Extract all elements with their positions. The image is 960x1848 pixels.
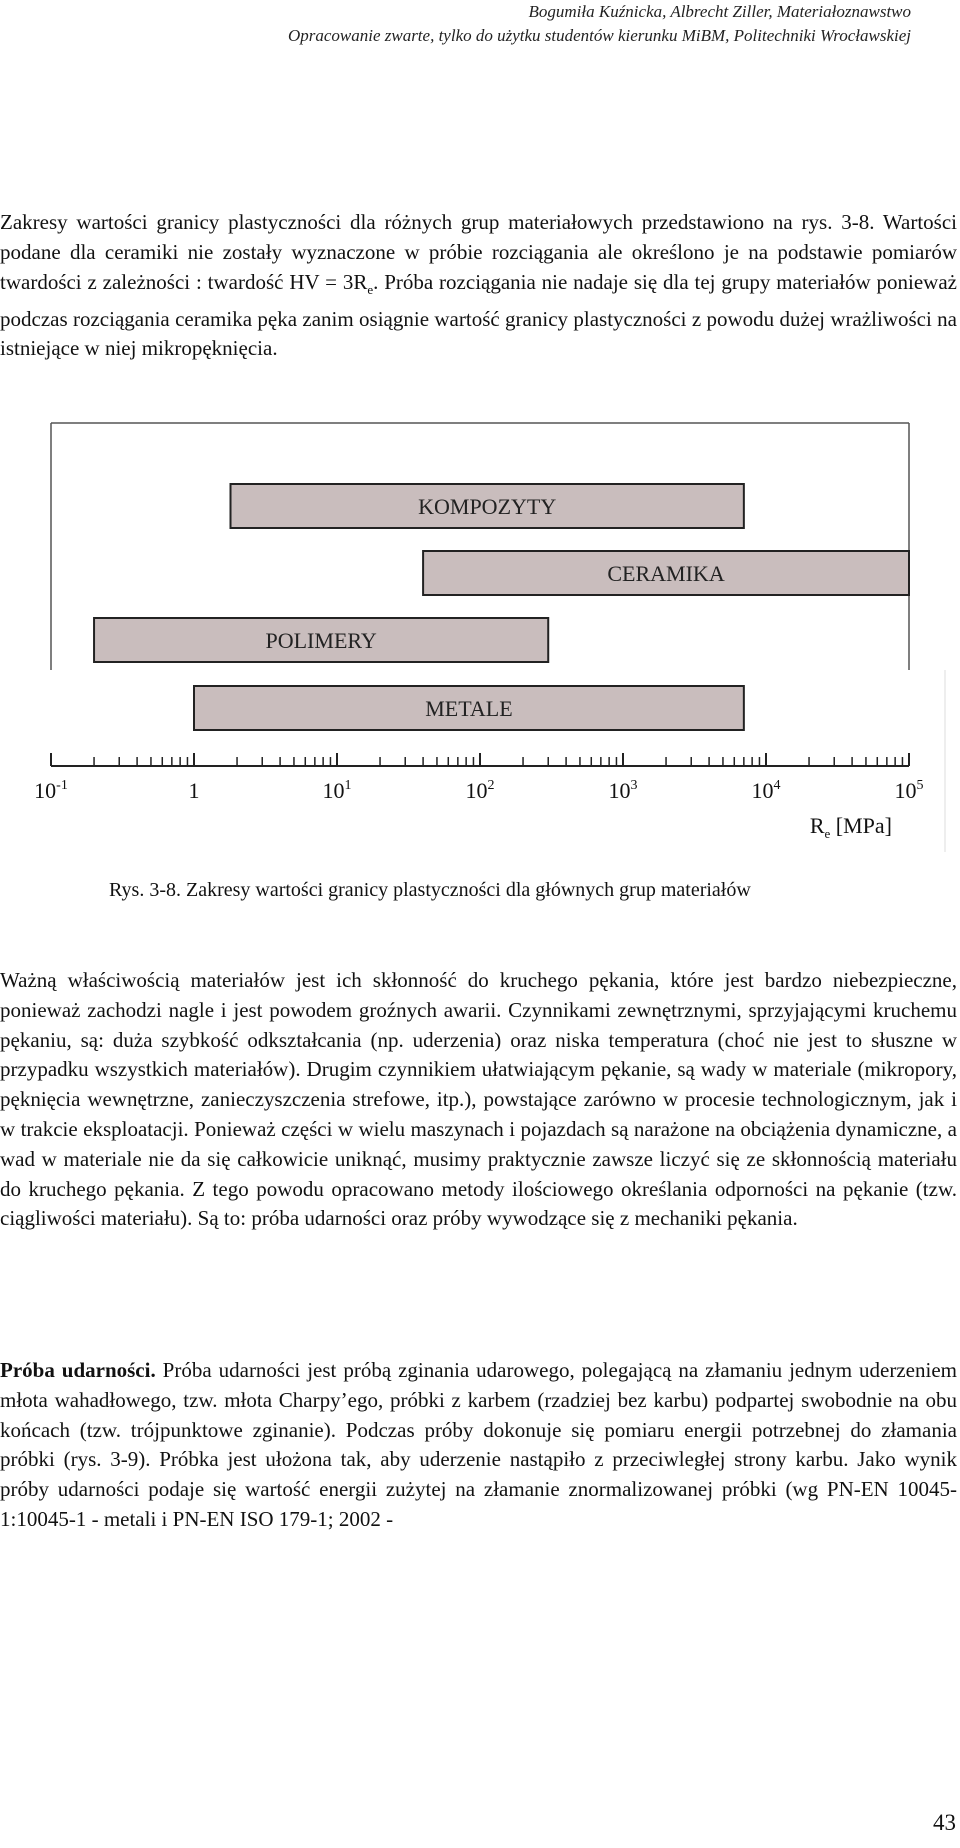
x-tick-label: $10^2$ [465,778,495,803]
x-tick-label: 1 [188,778,200,803]
header-note: Opracowanie zwarte, tylko do użytku studentów kierunku MiBM, Politechniki Wrocławskiej [287,26,911,45]
yield-strength-chart [0,420,960,860]
x-tick-label: $10^{-1}$ [34,778,68,803]
header-authors: Bogumiła Kuźnicka, Albrecht Ziller, Materiałoznawstwo [528,2,911,21]
x-tick-label: $10^1$ [322,778,352,803]
bar-label-metale: METALE [425,696,513,721]
figure-caption: Rys. 3-8. Zakresy wartości granicy plastyczności dla głównych grup materiałów [109,879,751,901]
chart-svg [0,420,960,860]
page-number: 43 [933,1810,956,1835]
bar-label-kompozyty: KOMPOZYTY [418,494,557,519]
x-tick-label: $10^4$ [751,778,781,803]
ticks-layer [51,753,909,766]
impact-test-paragraph: Próba udarności. Próba udarności jest próbą zginania udarowego, polegającą na złamaniu jednym uderzeniem młota wahadłowego, tzw. młota Charpy’ego, próbki z karbem (rzadziej bez karbu) podpartej swobodnie na obu końcach (tzw. trójpunktowe zginanie). Podczas próby dokonuje się pomiaru energii potrzebnej do złamania próbki (rys. 3-9). Próbka jest ułożona tak, aby uderzenie nastąpiło z przeciwległej strony karbu. Jako wynik próby udarności podaje się wartość energii zużytej na złamanie znormalizowanej próbki (wg PN-EN 10045-1:10045-1 - metali i PN-EN ISO 179-1; 2002 - [0,1358,957,1531]
x-axis-label: $R_e$ [MPa] [809,813,892,841]
impact-test-heading: Próba udarności. [0,1358,156,1382]
bar-label-polimery: POLIMERY [265,628,377,653]
x-tick-label: $10^3$ [608,778,638,803]
tick-labels-layer [34,778,923,803]
brittle-fracture-paragraph: Ważną właściwością materiałów jest ich skłonność do kruchego pękania, które jest bardzo niebezpieczne, ponieważ zachodzi nagle i jest powodem groźnych awarii. Czynnikami zewnętrznymi, sprzyjającymi kruchemu pękaniu, są: duża szybkość odkształcania (np. uderzenia) oraz niska temperatura (choć nie jest to słuszne w przypadku wszystkich materiałów). Drugim czynnikiem ułatwiającym pękanie, są wady w materiale (mikropory, pęknięcia wewnętrzne, zanieczyszczenia strefowe, itp.), powstające zarówno w procesie technologicznym, jak i w trakcie eksploatacji. Ponieważ części w wielu maszynach i pojazdach są narażone na obciążenia dynamiczne, a wad w materiale nie da się całkowicie uniknąć, musimy praktycznie zawsze liczyć się ze skłonnością materiału do kruchego pękania. Z tego powodu opracowano metody ilościowego określania odporności na pękanie (tzw. ciągliwości materiału). Są to: próba udarności oraz próby wywodzące się z mechaniki pękania. [0,968,957,1231]
x-tick-label: $10^5$ [894,778,924,803]
running-header [11,0,911,48]
bar-label-ceramika: CERAMIKA [607,561,725,586]
intro-paragraph: Zakresy wartości granicy plastyczności dla różnych grup materiałowych przedstawiono na rys. 3-8. Wartości podane dla ceramiki nie zostały wyznaczone w próbie rozciągania ale określono je na podstawie pomiarów twardości z zależności : twardość HV = $3R_e$. Próba rozciągania nie nadaje się dla tej grupy materiałów ponieważ podczas rozciągania ceramika pęka zanim osiągnie wartość granicy plastyczności z powodu dużej wrażliwości na istniejące w niej mikropęknięcia. [0,210,957,361]
bars-layer [94,484,909,730]
